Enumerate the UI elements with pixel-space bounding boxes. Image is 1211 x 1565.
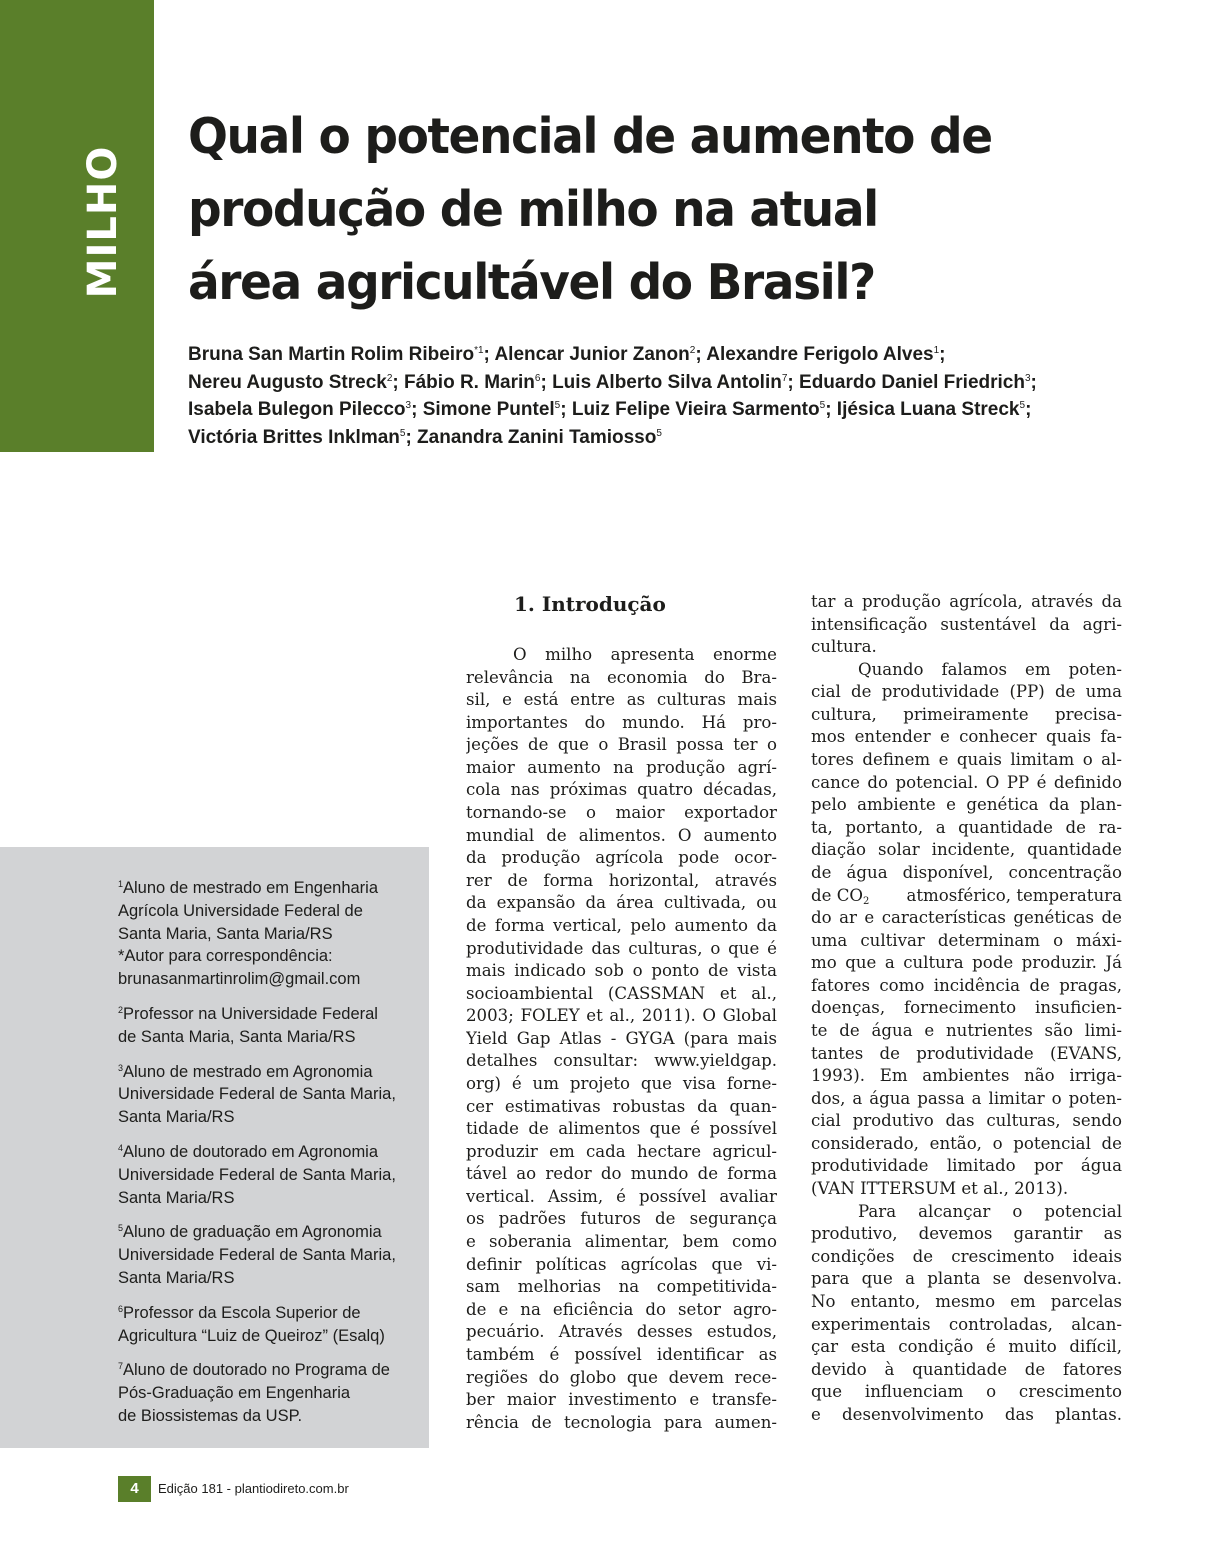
- body-column-2: [811, 591, 1122, 1426]
- affiliation-note: $^5$Aluno de graduação em Agronomia Universidade Federal de Santa Maria, Santa Maria/RS: [118, 1223, 396, 1287]
- body-line: de e na eficiência do setor agro-: [466, 1299, 777, 1319]
- body-line: No entanto, mesmo em parcelas: [811, 1291, 1122, 1311]
- correspondence-email: brunasanmartinrolim@gmail.com: [118, 970, 361, 989]
- body-line: regiões do globo que devem rece-: [466, 1367, 777, 1387]
- body-line: devido à quantidade de fatores: [811, 1359, 1122, 1379]
- body-line: produtividade limitado por água: [811, 1156, 1122, 1176]
- affiliation-note: $^6$Professor da Escola Superior de Agricultura “Luiz de Queiroz” (Esalq): [118, 1303, 385, 1345]
- body-line: da expansão da área cultivada, ou: [466, 893, 777, 913]
- author-list: [188, 341, 1188, 451]
- body-line: e desenvolvimento das plantas.: [811, 1404, 1122, 1424]
- body-line: que influenciam o crescimento: [811, 1382, 1122, 1402]
- author-line: Nereu Augusto Streck$^2$; Fábio R. Marin$^6$; Luis Alberto Silva Antolin$^7$; Eduardo Daniel Friedrich$^3$;: [188, 371, 1037, 393]
- body-line: vertical. Assim, é possível avaliar: [466, 1186, 777, 1206]
- body-line: cance do potencial. O PP é definido: [811, 772, 1122, 792]
- body-line: çar esta condição é muito difícil,: [811, 1337, 1122, 1357]
- title-line: área agricultável do Brasil?: [188, 254, 875, 311]
- body-line: dos, a água passa a limitar o poten-: [811, 1088, 1122, 1108]
- author-line: Bruna San Martin Rolim Ribeiro$^{*1}$; Alencar Junior Zanon$^2$; Alexandre Ferigolo Alves$^1$;: [188, 344, 946, 365]
- affiliation-notes: [118, 877, 418, 1440]
- title-line: Qual o potencial de aumento de: [188, 108, 992, 165]
- body-line: de água disponível, concentração: [811, 862, 1122, 882]
- body-line: tornando-se o maior exportador: [466, 803, 777, 823]
- body-line: mundial de alimentos. O aumento: [466, 825, 777, 845]
- affiliation-note: $^1$Aluno de mestrado em Engenharia Agrícola Universidade Federal de Santa Maria, Santa Maria/RS *Autor para correspondência: brunasanmartinrolim@gmail.com: [118, 877, 418, 991]
- body-line: fatores como incidência de pragas,: [811, 975, 1122, 995]
- body-line: org) é um projeto que visa forne-: [466, 1073, 777, 1093]
- body-line: relevância na economia do Bra-: [466, 667, 777, 687]
- body-line: do ar e características genéticas de: [811, 908, 1122, 928]
- body-line: experimentais controladas, alcan-: [811, 1314, 1122, 1334]
- page-number: 4: [118, 1476, 151, 1502]
- body-line: ta, portanto, a quantidade de ra-: [811, 817, 1122, 837]
- body-line: pecuário. Através desses estudos,: [466, 1322, 777, 1342]
- body-line: cer estimativas robustas da quan-: [466, 1096, 777, 1116]
- body-line: sam melhorias na competitivida-: [466, 1277, 777, 1297]
- body-line: maior aumento na produção agrí-: [466, 757, 777, 777]
- body-line: para que a planta se desenvolva.: [811, 1269, 1122, 1289]
- body-line: considerado, então, o potencial de: [811, 1133, 1122, 1153]
- body-line: também é possível identificar as: [466, 1344, 777, 1364]
- title-line: produção de milho na atual: [188, 181, 878, 238]
- body-line: Quando falamos em poten-: [858, 659, 1122, 679]
- body-line: detalhes consultar: www.yieldgap.: [466, 1051, 777, 1071]
- body-line: ber maior investimento e transfe-: [466, 1390, 777, 1410]
- body-line: e soberania alimentar, bem como: [466, 1232, 777, 1252]
- body-line: condições de crescimento ideais: [811, 1246, 1122, 1266]
- body-line: sil, e está entre as culturas mais: [466, 690, 777, 710]
- body-line: da produção agrícola pode ocor-: [466, 848, 777, 868]
- body-line: Para alcançar o potencial: [858, 1201, 1122, 1221]
- body-line: definir políticas agrícolas que vi-: [466, 1254, 777, 1274]
- body-line: de $CO_2$ atmosférico, temperatura: [811, 885, 1122, 907]
- body-line: doenças, fornecimento insuficien-: [811, 998, 1122, 1018]
- body-line: de forma vertical, pelo aumento da: [466, 915, 777, 935]
- body-line: Yield Gap Atlas - GYGA (para mais: [466, 1028, 777, 1048]
- body-line: mos entender e conhecer quais fa-: [811, 727, 1122, 747]
- body-line: produtividade das culturas, o que é: [466, 938, 777, 958]
- body-line: diação solar incidente, quantidade: [811, 840, 1122, 860]
- body-line: produtivo, devemos garantir as: [811, 1224, 1122, 1244]
- body-line: intensificação sustentável da agri-: [811, 614, 1122, 634]
- body-line: cultura, primeiramente precisa-: [811, 704, 1122, 724]
- body-line: 2003; FOLEY et al., 2011). O Global: [466, 1006, 777, 1026]
- affiliation-note: $^2$Professor na Universidade Federal de Santa Maria, Santa Maria/RS: [118, 1004, 378, 1046]
- body-line: uma cultivar determinam o máxi-: [811, 930, 1122, 950]
- author-line: Isabela Bulegon Pilecco$^3$; Simone Puntel$^5$; Luiz Felipe Vieira Sarmento$^5$; Ijésica Luana Streck$^5$;: [188, 399, 1032, 420]
- body-line: cial produtivo das culturas, sendo: [811, 1111, 1122, 1131]
- body-line: cial de produtividade (PP) de uma: [811, 682, 1122, 702]
- affiliation-note: $^3$Aluno de mestrado em Agronomia Universidade Federal de Santa Maria, Santa Maria/RS: [118, 1062, 396, 1127]
- article-title: [188, 100, 1148, 319]
- body-line: importantes do mundo. Há pro-: [466, 712, 777, 732]
- body-line: tantes de produtividade (EVANS,: [811, 1043, 1122, 1063]
- body-line: tidade de alimentos que é possível: [466, 1119, 777, 1139]
- body-column-1: [466, 644, 777, 1434]
- affiliation-note: $^4$Aluno de doutorado em Agronomia Universidade Federal de Santa Maria, Santa Maria/RS: [118, 1142, 396, 1207]
- body-line: cola nas próximas quatro décadas,: [466, 780, 777, 800]
- body-line: socioambiental (CASSMAN et al.,: [466, 983, 777, 1003]
- affiliation-note: $^7$Aluno de doutorado no Programa de Pós-Graduação em Engenharia de Biossistemas da USP.: [118, 1361, 390, 1425]
- body-line: O milho apresenta enorme: [513, 645, 777, 664]
- body-line: cultura.: [811, 637, 877, 657]
- author-line: Victória Brittes Inklman$^5$; Zanandra Zanini Tamiosso$^5$: [188, 426, 662, 448]
- body-line: produzir em cada hectare agricul-: [466, 1141, 777, 1161]
- section-tab-label: MILHO: [80, 145, 126, 299]
- body-line: rência de tecnologia para aumen-: [466, 1412, 777, 1432]
- body-line: tar a produção agrícola, através da: [811, 592, 1122, 611]
- body-line: tores definem e quais limitam o al-: [811, 750, 1122, 770]
- section-heading: 1. Introdução: [514, 592, 666, 616]
- body-line: mo que a cultura pode produzir. Já: [811, 953, 1122, 973]
- footer-edition: Edição 181 - plantiodireto.com.br: [158, 1481, 349, 1496]
- body-line: (VAN ITTERSUM et al., 2013).: [811, 1179, 1069, 1199]
- body-line: pelo ambiente e genética da plan-: [811, 795, 1122, 815]
- body-line: tável ao redor do mundo de forma: [466, 1164, 777, 1184]
- body-line: os padrões futuros de segurança: [466, 1209, 777, 1229]
- body-line: mais indicado sob o ponto de vista: [466, 961, 777, 981]
- body-line: rer de forma horizontal, através: [466, 870, 777, 890]
- section-tab: [0, 0, 154, 452]
- body-line: jeções de que o Brasil possa ter o: [466, 735, 777, 755]
- body-line: te de água e nutrientes são limi-: [811, 1020, 1122, 1040]
- body-line: 1993). Em ambientes não irriga-: [811, 1066, 1122, 1086]
